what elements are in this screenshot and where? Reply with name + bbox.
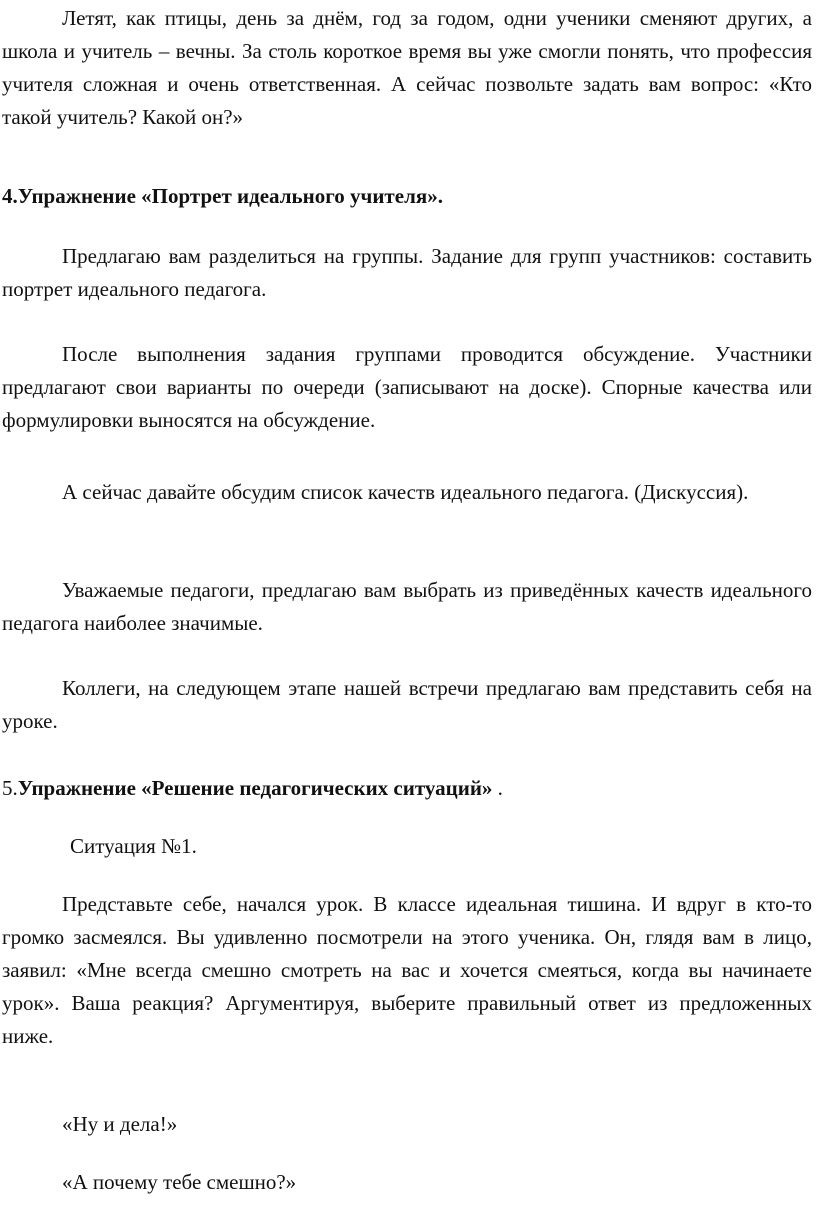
exercise-5-number: 5. bbox=[2, 776, 18, 800]
choose-text: Уважаемые педагоги, предлагаю вам выбрать из приведённых качеств идеального педагога наиболее значимые. bbox=[2, 578, 812, 635]
discussion-paragraph bbox=[2, 338, 812, 437]
situation-paragraph bbox=[2, 888, 812, 1053]
choose-paragraph bbox=[2, 574, 812, 640]
exercise-5-line bbox=[2, 772, 812, 805]
intro-text: Летят, как птицы, день за днём, год за годом, одни ученики сменяют других, а школа и учитель – вечны. За столь короткое время вы уже смогли понять, что профессия учителя сложная и очень ответственная. А сейчас позвольте задать вам вопрос: «Кто такой учитель? Какой он?» bbox=[2, 6, 812, 129]
situation-label: Ситуация №1. bbox=[70, 834, 197, 858]
qualities-paragraph bbox=[2, 476, 812, 509]
exercise-5-tail: . bbox=[492, 776, 503, 800]
exercise-4-title: 4.Упражнение «Портрет идеального учителя». bbox=[2, 184, 443, 208]
qualities-text: А сейчас давайте обсудим список качеств идеального педагога. (Дискуссия). bbox=[62, 480, 749, 504]
groups-text: Предлагаю вам разделиться на группы. Задание для групп участников: составить портрет идеального педагога. bbox=[2, 244, 812, 301]
situation-text: Представьте себе, начался урок. В классе идеальная тишина. И вдруг в кто-то громко засмеялся. Вы удивленно посмотрели на этого ученика. Он, глядя вам в лицо, заявил: «Мне всегда смешно смотреть на вас и хочется смеяться, когда вы начинаете урок». Ваша реакция? Аргументируя, выберите правильный ответ из предложенных ниже. bbox=[2, 892, 812, 1048]
intro-paragraph bbox=[2, 2, 812, 134]
answer-option-1: «Ну и дела!» bbox=[62, 1112, 178, 1136]
exercise-5-title: Упражнение «Решение педагогических ситуаций» bbox=[17, 776, 493, 800]
exercise-5-heading bbox=[2, 772, 812, 805]
colleagues-paragraph bbox=[2, 672, 812, 738]
discussion-text: После выполнения задания группами проводится обсуждение. Участники предлагают свои варианты по очереди (записывают на доске). Спорные качества или формулировки выносятся на обсуждение. bbox=[2, 342, 812, 432]
groups-paragraph bbox=[2, 240, 812, 306]
exercise-4-heading bbox=[2, 180, 812, 213]
answer-option-2: «А почему тебе смешно?» bbox=[62, 1170, 297, 1194]
colleagues-text: Коллеги, на следующем этапе нашей встречи предлагаю вам представить себя на уроке. bbox=[2, 676, 812, 733]
